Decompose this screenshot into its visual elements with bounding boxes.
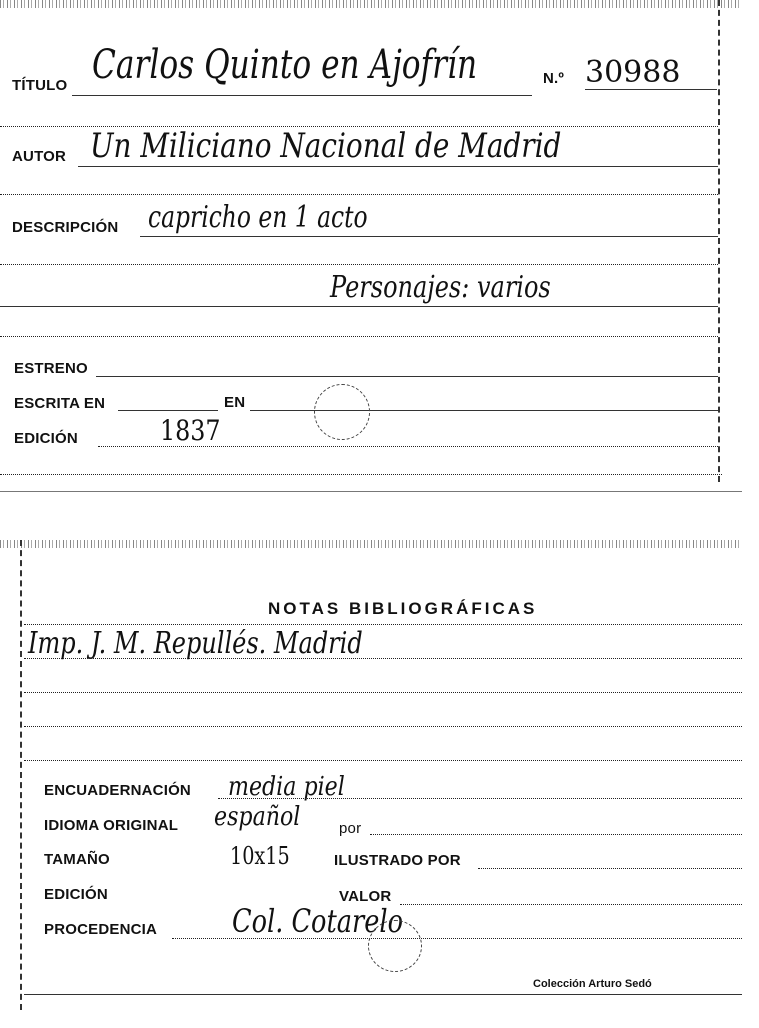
valor-rule (400, 904, 742, 905)
autor-rule (78, 166, 718, 167)
descripcion-label: DESCRIPCIÓN (12, 219, 119, 236)
ilustrado-por-rule (478, 868, 742, 869)
card-divider (0, 491, 742, 492)
edicion-back-label: EDICIÓN (44, 886, 108, 903)
escrita-en-label: ESCRITA EN (14, 395, 106, 412)
edicion-value: 1837 (160, 414, 221, 447)
card-left-edge (20, 540, 25, 1010)
ilustrado-por-label: ILUSTRADO POR (334, 852, 461, 869)
card-bottom-edge (24, 994, 742, 995)
procedencia-value: Col. Cotarelo (232, 902, 403, 940)
titulo-value: Carlos Quinto en Ajofrín (92, 42, 478, 88)
ink-stamp-circle (314, 384, 370, 440)
ruled-line (0, 264, 718, 265)
idioma-original-value: español (214, 802, 301, 832)
catalog-card-back (0, 540, 742, 1010)
titulo-label: TÍTULO (12, 77, 68, 94)
procedencia-rule (172, 938, 742, 939)
catalog-card-front (0, 0, 740, 482)
notas-value: Imp. J. M. Repullés. Madrid (28, 626, 363, 661)
tamano-label: TAMAÑO (44, 851, 110, 868)
ruled-line (24, 658, 742, 659)
ruled-line (24, 624, 742, 625)
autor-label: AUTOR (12, 148, 67, 165)
por-rule (370, 834, 742, 835)
procedencia-label: PROCEDENCIA (44, 921, 158, 938)
personajes-value: Personajes: varios (330, 270, 551, 305)
ruled-line (24, 692, 742, 693)
por-label: por (339, 820, 362, 837)
collection-footer: Colección Arturo Sedó (533, 978, 652, 990)
edicion-label: EDICIÓN (14, 430, 78, 447)
edicion-rule (98, 446, 718, 447)
en-label: EN (224, 394, 246, 411)
estreno-rule (96, 376, 718, 377)
card-bottom-edge (0, 474, 722, 475)
idioma-original-label: IDIOMA ORIGINAL (44, 817, 179, 834)
numero-rule (585, 89, 717, 90)
card-top-edge (0, 540, 742, 548)
numero-label: N.º (543, 70, 565, 87)
numero-value: 30988 (585, 55, 681, 90)
descripcion-value: capricho en 1 acto (148, 200, 368, 235)
ruled-line (0, 194, 718, 195)
ruled-line (0, 336, 718, 337)
card-top-edge (0, 0, 740, 8)
encuadernacion-value: media piel (228, 772, 345, 802)
notas-heading: NOTAS BIBLIOGRÁFICAS (268, 599, 538, 618)
estreno-label: ESTRENO (14, 360, 88, 377)
ruled-line (24, 760, 742, 761)
autor-value: Un Miliciano Nacional de Madrid (90, 126, 562, 166)
encuadernacion-label: ENCUADERNACIÓN (44, 782, 191, 799)
descripcion-rule (140, 236, 718, 237)
tamano-value: 10x15 (230, 842, 290, 870)
titulo-rule (72, 95, 532, 96)
escrita-en-rule (118, 410, 218, 411)
valor-label: VALOR (339, 888, 392, 905)
ruled-line (24, 726, 742, 727)
ink-stamp-circle (368, 920, 422, 972)
ruled-line (0, 306, 718, 307)
encuadernacion-rule (218, 798, 742, 799)
